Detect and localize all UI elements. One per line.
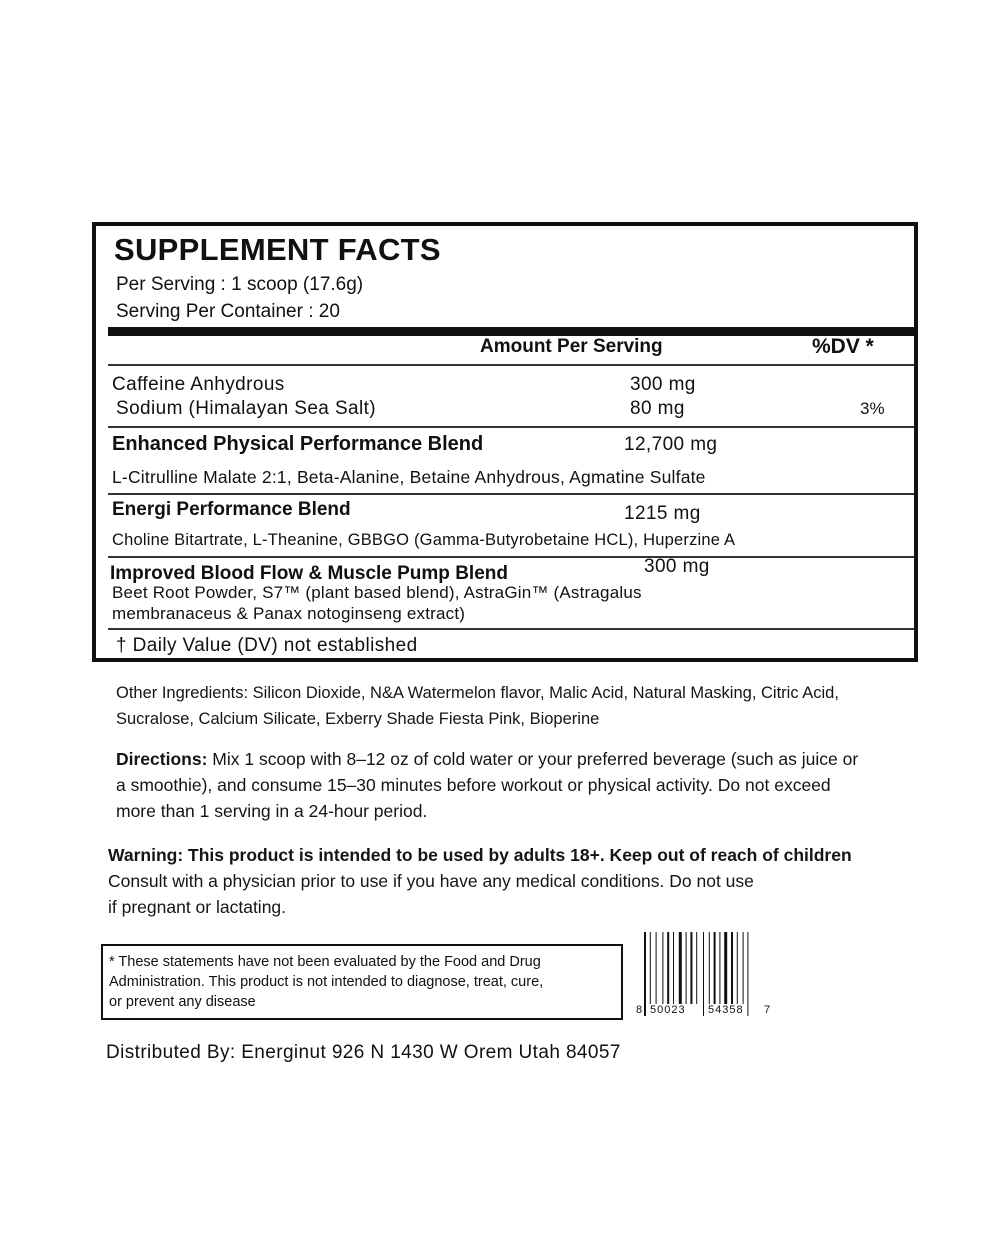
fda-disclaimer-box: [101, 944, 623, 1020]
directions-line: more than 1 serving in a 24-hour period.: [116, 801, 428, 821]
thick-divider: [108, 327, 914, 336]
supplement-facts-panel: [92, 222, 918, 662]
disclaimer-line: or prevent any disease: [109, 994, 256, 1010]
other-ingredients-line: Sucralose, Calcium Silicate, Exberry Shade Fiesta Pink, Bioperine: [116, 710, 600, 728]
barcode-bar: [724, 932, 727, 1004]
barcode-bar: [690, 932, 692, 1004]
barcode-bar: [650, 932, 651, 1004]
blend-amount: 1215 mg: [624, 503, 701, 524]
barcode-bar: [731, 932, 733, 1004]
blend-name: Energi Performance Blend: [112, 499, 351, 520]
warning-line: Consult with a physician prior to use if you have any medical conditions. Do not use: [108, 871, 754, 891]
barcode-bar: [656, 932, 657, 1004]
directions-label: Directions:: [116, 749, 208, 769]
amount-per-serving-header: Amount Per Serving: [480, 336, 663, 357]
warning: [108, 842, 852, 920]
divider: [108, 426, 914, 428]
warning-line: if pregnant or lactating.: [108, 897, 287, 917]
barcode-digit: 50023: [650, 1004, 686, 1016]
blend-ingredients: L-Citrulline Malate 2:1, Beta-Alanine, Betaine Anhydrous, Agmatine Sulfate: [112, 467, 706, 487]
blend-ingredients: Beet Root Powder, S7™ (plant based blend), AstraGin™ (Astragalus: [112, 583, 642, 602]
divider: [108, 493, 914, 495]
disclaimer-line: * These statements have not been evaluated by the Food and Drug: [109, 954, 541, 970]
barcode-bar: [743, 932, 744, 1004]
divider: [108, 556, 914, 558]
blend-ingredients: membranaceus & Panax notoginseng extract): [112, 604, 466, 623]
warning-headline: Warning: This product is intended to be used by adults 18+. Keep out of reach of children: [108, 845, 852, 865]
directions: [116, 746, 858, 824]
barcode-bar: [696, 932, 697, 1004]
barcode-digit: 8: [636, 1004, 643, 1016]
blend-amount: 300 mg: [644, 556, 710, 577]
blend-amount: 12,700 mg: [624, 434, 718, 455]
nutrient-amount: 80 mg: [630, 398, 685, 419]
distributor-line: Distributed By: Energinut 926 N 1430 W Orem Utah 84057: [106, 1042, 621, 1063]
barcode-bar: [644, 932, 646, 1016]
barcode-bar: [709, 932, 710, 1004]
disclaimer-line: Administration. This product is not intended to diagnose, treat, cure,: [109, 974, 544, 990]
barcode-bar: [662, 932, 663, 1004]
daily-value-header: %DV *: [812, 335, 874, 358]
barcode-bar: [679, 932, 682, 1004]
blend-name: Improved Blood Flow & Muscle Pump Blend: [110, 563, 508, 584]
barcode-bar: [714, 932, 716, 1004]
other-ingredients: [116, 680, 839, 732]
divider: [108, 628, 914, 630]
barcode: [636, 932, 772, 1022]
barcode-digit: 7: [764, 1004, 771, 1016]
barcode-bar: [719, 932, 720, 1004]
barcode-bar: [703, 932, 704, 1016]
servings-per-container: Serving Per Container : 20: [116, 301, 340, 322]
barcode-bar: [747, 932, 748, 1016]
barcode-digit: 54358: [708, 1004, 744, 1016]
blend-ingredients: Choline Bitartrate, L-Theanine, GBBGO (Gamma-Butyrobetaine HCL), Huperzine A: [112, 531, 736, 549]
facts-title: SUPPLEMENT FACTS: [114, 232, 441, 267]
other-ingredients-line: Other Ingredients: Silicon Dioxide, N&A Watermelon flavor, Malic Acid, Natural Masking, Citric Acid,: [116, 684, 839, 702]
barcode-bar: [737, 932, 738, 1004]
directions-line: a smoothie), and consume 15–30 minutes before workout or physical activity. Do not exceed: [116, 775, 831, 795]
nutrient-name: Sodium (Himalayan Sea Salt): [116, 398, 377, 419]
nutrient-daily-value: 3%: [860, 399, 885, 418]
serving-size: Per Serving : 1 scoop (17.6g): [116, 274, 364, 295]
divider: [108, 364, 914, 366]
barcode-bar: [673, 932, 674, 1004]
nutrient-name: Caffeine Anhydrous: [112, 374, 285, 395]
directions-line: Mix 1 scoop with 8–12 oz of cold water or your preferred beverage (such as juice or: [207, 749, 859, 769]
barcode-bar: [667, 932, 669, 1004]
daily-value-footnote: † Daily Value (DV) not established: [116, 635, 418, 656]
nutrient-amount: 300 mg: [630, 374, 696, 395]
blend-name: Enhanced Physical Performance Blend: [112, 433, 484, 455]
barcode-bar: [686, 932, 687, 1004]
